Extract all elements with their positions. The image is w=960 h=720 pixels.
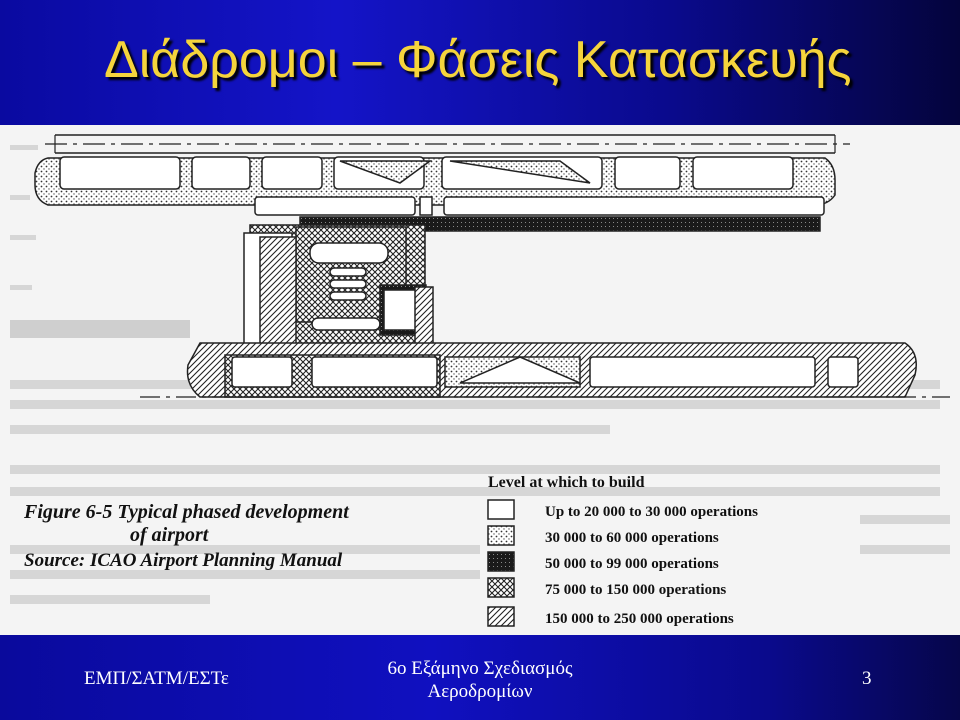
title-bar — [0, 0, 960, 125]
runway-top — [45, 135, 850, 153]
legend — [488, 474, 758, 627]
page-number: 3 — [862, 668, 872, 689]
legend-swatch-dots — [488, 526, 514, 545]
legend-label: Up to 20 000 to 30 000 operations — [545, 504, 758, 520]
legend-swatch-diagonal — [488, 607, 514, 626]
caption-line-2: of airport — [130, 524, 209, 546]
footer-course-line-1: 6ο Εξάμηνο Σχεδιασμός — [387, 658, 573, 679]
footer-bar — [0, 635, 960, 720]
caption-line-1: Figure 6-5 Typical phased development — [24, 501, 349, 523]
legend-label: 75 000 to 150 000 operations — [545, 582, 727, 598]
caption-source: Source: ICAO Airport Planning Manual — [24, 550, 343, 571]
footer-institution: ΕΜΠ/ΣΑΤΜ/ΕΣΤε — [84, 668, 229, 689]
apron-complex — [244, 225, 433, 353]
legend-swatch-blank — [488, 500, 514, 519]
legend-swatch-dark — [488, 552, 514, 571]
legend-title: Level at which to build — [488, 474, 645, 491]
legend-swatch-crosshatch — [488, 578, 514, 597]
legend-label: 50 000 to 99 000 operations — [545, 556, 719, 572]
footer-course — [360, 657, 600, 703]
slide-title: Διάδρομοι – Φάσεις Κατασκευής — [104, 31, 852, 89]
figure-caption — [23, 501, 350, 571]
lower-runway — [140, 343, 950, 397]
legend-label: 150 000 to 250 000 operations — [545, 611, 734, 627]
figure-area — [0, 125, 960, 635]
footer-course-line-2: Αεροδρομίων — [427, 681, 533, 702]
airport-phasing-diagram — [0, 125, 960, 635]
legend-label: 30 000 to 60 000 operations — [545, 530, 719, 546]
